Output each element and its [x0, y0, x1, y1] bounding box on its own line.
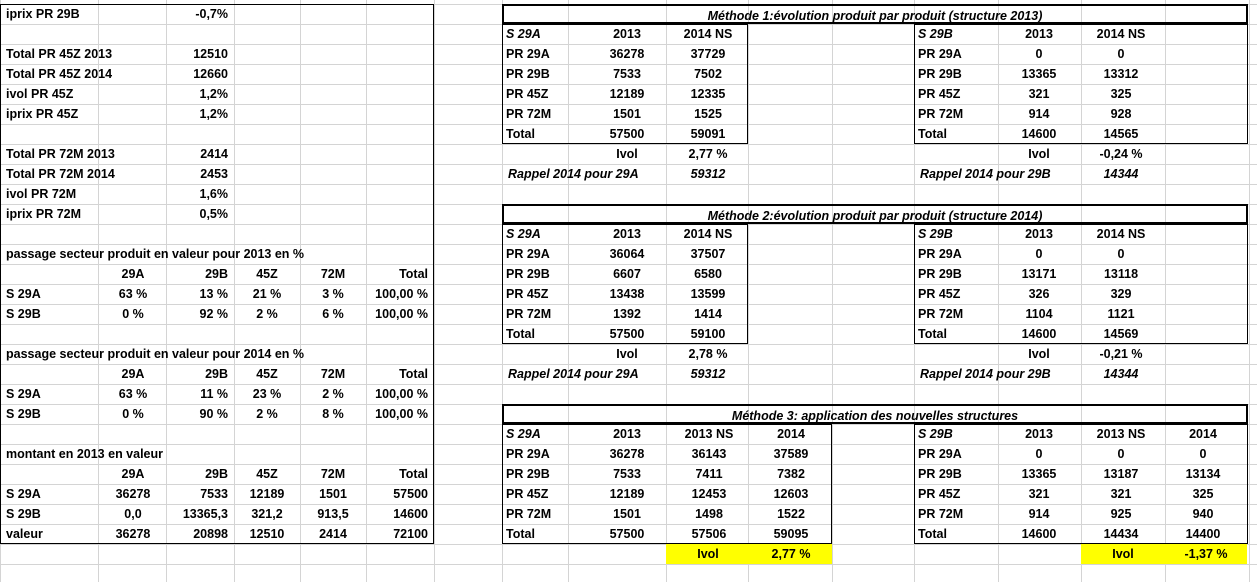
value-cell[interactable]: 7411 [695, 467, 723, 481]
value-cell[interactable]: 0 % [122, 407, 144, 421]
value-cell[interactable]: 14600 [1021, 127, 1057, 141]
ivol-label[interactable]: Ivol [1028, 147, 1050, 161]
row-label-cell[interactable]: Total PR 72M 2013 [6, 147, 115, 161]
header-cell[interactable]: 2013 [1025, 27, 1053, 41]
row-label-cell[interactable]: Total [918, 127, 947, 141]
value-cell[interactable]: 13 % [199, 287, 228, 301]
value-cell[interactable]: 13365,3 [182, 507, 228, 521]
row-label-cell[interactable]: PR 72M [918, 307, 964, 321]
value-cell[interactable]: 72M [320, 367, 346, 381]
header-cell[interactable]: S 29B [918, 27, 953, 41]
value-cell[interactable]: 12335 [690, 87, 726, 101]
value-cell[interactable]: 12603 [773, 487, 809, 501]
value-cell[interactable]: 13118 [1103, 267, 1139, 281]
ivol-value[interactable]: 2,77 % [771, 547, 811, 561]
row-label-cell[interactable]: PR 29A [506, 447, 550, 461]
value-cell[interactable]: 7533 [613, 467, 641, 481]
row-label-cell[interactable]: PR 72M [918, 507, 964, 521]
header-cell[interactable]: 2014 NS [683, 27, 733, 41]
value-cell[interactable]: 2414 [200, 147, 228, 161]
value-cell[interactable]: 37589 [773, 447, 809, 461]
value-cell[interactable]: 1,6% [199, 187, 228, 201]
row-label-cell[interactable]: PR 45Z [506, 287, 549, 301]
value-cell[interactable]: 0,5% [199, 207, 228, 221]
row-label-cell[interactable]: passage secteur produit en valeur pour 2013 en % [6, 247, 305, 261]
value-cell[interactable]: 13312 [1103, 67, 1139, 81]
row-label-cell[interactable]: PR 29B [506, 467, 550, 481]
value-cell[interactable]: 29A [121, 367, 145, 381]
value-cell[interactable]: 36278 [609, 47, 645, 61]
value-cell[interactable]: 8 % [322, 407, 344, 421]
value-cell[interactable]: 29B [205, 267, 228, 281]
header-cell[interactable]: 2013 [1025, 427, 1053, 441]
value-cell[interactable]: 12453 [691, 487, 727, 501]
value-cell[interactable]: 92 % [199, 307, 228, 321]
value-cell[interactable]: 321 [1028, 87, 1050, 101]
header-cell[interactable]: 2013 NS [1096, 427, 1146, 441]
value-cell[interactable]: 13171 [1021, 267, 1057, 281]
rappel-label[interactable]: Rappel 2014 pour 29A [508, 367, 639, 381]
row-label-cell[interactable]: passage secteur produit en valeur pour 2014 en % [6, 347, 305, 361]
value-cell[interactable]: 57500 [393, 487, 428, 501]
value-cell[interactable]: 14600 [1021, 327, 1057, 341]
value-cell[interactable]: 59100 [690, 327, 726, 341]
value-cell[interactable]: 37507 [690, 247, 726, 261]
value-cell[interactable]: 59095 [773, 527, 809, 541]
value-cell[interactable]: 12510 [249, 527, 285, 541]
header-cell[interactable]: 2013 [613, 227, 641, 241]
value-cell[interactable]: 914 [1028, 507, 1050, 521]
value-cell[interactable]: 20898 [193, 527, 228, 541]
value-cell[interactable]: 913,5 [317, 507, 349, 521]
value-cell[interactable]: -0,7% [195, 7, 228, 21]
value-cell[interactable]: 36278 [115, 487, 151, 501]
value-cell[interactable]: 12189 [609, 87, 645, 101]
value-cell[interactable]: 29A [121, 267, 145, 281]
row-label-cell[interactable]: PR 29A [918, 47, 962, 61]
value-cell[interactable]: 29B [205, 467, 228, 481]
ivol-value[interactable]: 2,78 % [688, 347, 728, 361]
value-cell[interactable]: Total [399, 367, 428, 381]
ivol-label[interactable]: Ivol [616, 147, 638, 161]
row-label-cell[interactable]: Total [918, 527, 947, 541]
row-label-cell[interactable]: S 29A [6, 487, 41, 501]
value-cell[interactable]: 325 [1192, 487, 1214, 501]
value-cell[interactable]: 1501 [319, 487, 347, 501]
row-label-cell[interactable]: PR 45Z [506, 87, 549, 101]
value-cell[interactable]: 7382 [777, 467, 805, 481]
header-cell[interactable]: S 29B [918, 427, 953, 441]
value-cell[interactable]: 100,00 % [375, 287, 428, 301]
value-cell[interactable]: 45Z [256, 367, 278, 381]
value-cell[interactable]: 29B [205, 367, 228, 381]
header-cell[interactable]: S 29A [506, 227, 541, 241]
value-cell[interactable]: 7533 [613, 67, 641, 81]
value-cell[interactable]: 12189 [609, 487, 645, 501]
value-cell[interactable]: 11 % [200, 387, 228, 401]
value-cell[interactable]: 57506 [691, 527, 727, 541]
row-label-cell[interactable]: PR 29B [918, 467, 962, 481]
header-cell[interactable]: S 29A [506, 427, 541, 441]
value-cell[interactable]: 925 [1110, 507, 1132, 521]
value-cell[interactable]: 1,2% [199, 87, 228, 101]
value-cell[interactable]: 57500 [609, 327, 645, 341]
value-cell[interactable]: 29A [121, 467, 145, 481]
value-cell[interactable]: 23 % [252, 387, 282, 401]
header-cell[interactable]: 2014 [777, 427, 805, 441]
ivol-label[interactable]: Ivol [697, 547, 719, 561]
value-cell[interactable]: 1414 [694, 307, 722, 321]
value-cell[interactable]: 1525 [694, 107, 722, 121]
ivol-value[interactable]: -0,21 % [1099, 347, 1143, 361]
value-cell[interactable]: 36143 [691, 447, 727, 461]
value-cell[interactable]: 914 [1028, 107, 1050, 121]
value-cell[interactable]: 14565 [1103, 127, 1139, 141]
value-cell[interactable]: Total [399, 467, 428, 481]
value-cell[interactable]: 0,0 [124, 507, 142, 521]
value-cell[interactable]: 36278 [115, 527, 151, 541]
ivol-value[interactable]: 2,77 % [688, 147, 728, 161]
value-cell[interactable]: 36064 [609, 247, 645, 261]
row-label-cell[interactable]: valeur [6, 527, 43, 541]
row-label-cell[interactable]: PR 29B [918, 67, 962, 81]
row-label-cell[interactable]: S 29B [6, 507, 41, 521]
row-label-cell[interactable]: Total [506, 327, 535, 341]
value-cell[interactable]: 6 % [322, 307, 344, 321]
row-label-cell[interactable]: PR 29A [918, 247, 962, 261]
value-cell[interactable]: 57500 [609, 527, 645, 541]
value-cell[interactable]: 6580 [694, 267, 722, 281]
value-cell[interactable]: 100,00 % [375, 307, 428, 321]
value-cell[interactable]: 7533 [200, 487, 228, 501]
value-cell[interactable]: 7502 [694, 67, 722, 81]
value-cell[interactable]: 325 [1110, 87, 1132, 101]
header-cell[interactable]: 2014 NS [1096, 27, 1146, 41]
value-cell[interactable]: 100,00 % [375, 387, 428, 401]
value-cell[interactable]: 1501 [613, 107, 641, 121]
value-cell[interactable]: 1104 [1025, 307, 1053, 321]
header-cell[interactable]: 2014 NS [683, 227, 733, 241]
value-cell[interactable]: 2453 [200, 167, 228, 181]
row-label-cell[interactable]: iprix PR 29B [6, 7, 80, 21]
row-label-cell[interactable]: Total [506, 527, 535, 541]
value-cell[interactable]: 940 [1192, 507, 1214, 521]
row-label-cell[interactable]: iprix PR 72M [6, 207, 82, 221]
row-label-cell[interactable]: S 29B [6, 407, 41, 421]
value-cell[interactable]: 14434 [1103, 527, 1139, 541]
row-label-cell[interactable]: PR 29B [506, 67, 550, 81]
header-cell[interactable]: 2014 NS [1096, 227, 1146, 241]
methode3-title[interactable]: Méthode 3: application des nouvelles structures [502, 404, 1248, 424]
ivol-label[interactable]: Ivol [1112, 547, 1134, 561]
value-cell[interactable]: 0 % [122, 307, 144, 321]
value-cell[interactable]: 72100 [393, 527, 428, 541]
methode1-title[interactable]: Méthode 1:évolution produit par produit (structure 2013) [502, 4, 1248, 24]
methode2-title[interactable]: Méthode 2:évolution produit par produit (structure 2014) [502, 204, 1248, 224]
value-cell[interactable]: 14400 [1185, 527, 1221, 541]
value-cell[interactable]: 1522 [777, 507, 805, 521]
header-cell[interactable]: S 29A [506, 27, 541, 41]
rappel-label[interactable]: Rappel 2014 pour 29B [920, 367, 1051, 381]
row-label-cell[interactable]: PR 29A [918, 447, 962, 461]
header-cell[interactable]: 2013 [1025, 227, 1053, 241]
value-cell[interactable]: 6607 [613, 267, 641, 281]
row-label-cell[interactable]: S 29A [6, 287, 41, 301]
row-label-cell[interactable]: Total PR 45Z 2013 [6, 47, 113, 61]
header-cell[interactable]: 2013 [613, 27, 641, 41]
value-cell[interactable]: 72M [320, 467, 346, 481]
value-cell[interactable]: 1501 [613, 507, 641, 521]
value-cell[interactable]: 13365 [1021, 467, 1057, 481]
value-cell[interactable]: 57500 [609, 127, 645, 141]
value-cell[interactable]: 45Z [256, 267, 278, 281]
row-label-cell[interactable]: PR 72M [506, 107, 552, 121]
value-cell[interactable]: 2 % [256, 407, 278, 421]
value-cell[interactable]: 1,2% [199, 107, 228, 121]
value-cell[interactable]: 13438 [609, 287, 645, 301]
value-cell[interactable]: 0 [1035, 447, 1043, 461]
value-cell[interactable]: 37729 [690, 47, 726, 61]
value-cell[interactable]: 329 [1110, 287, 1132, 301]
row-label-cell[interactable]: PR 29B [506, 267, 550, 281]
value-cell[interactable]: 321 [1110, 487, 1132, 501]
value-cell[interactable]: 45Z [256, 467, 278, 481]
rappel-label[interactable]: Rappel 2014 pour 29B [920, 167, 1051, 181]
value-cell[interactable]: 1392 [613, 307, 641, 321]
ivol-label[interactable]: Ivol [1028, 347, 1050, 361]
row-label-cell[interactable]: Total [918, 327, 947, 341]
value-cell[interactable]: Total [399, 267, 428, 281]
header-cell[interactable]: 2013 NS [684, 427, 734, 441]
row-label-cell[interactable]: PR 29A [506, 247, 550, 261]
value-cell[interactable]: 1498 [695, 507, 723, 521]
value-cell[interactable]: 13134 [1185, 467, 1221, 481]
value-cell[interactable]: 12510 [193, 47, 228, 61]
value-cell[interactable]: 59091 [690, 127, 726, 141]
value-cell[interactable]: 100,00 % [375, 407, 428, 421]
value-cell[interactable]: 12660 [193, 67, 228, 81]
value-cell[interactable]: 72M [320, 267, 346, 281]
value-cell[interactable]: 2 % [322, 387, 344, 401]
ivol-label[interactable]: Ivol [616, 347, 638, 361]
row-label-cell[interactable]: PR 45Z [918, 87, 961, 101]
row-label-cell[interactable]: ivol PR 45Z [6, 87, 74, 101]
value-cell[interactable]: 36278 [609, 447, 645, 461]
value-cell[interactable]: 13599 [690, 287, 726, 301]
value-cell[interactable]: 0 [1117, 47, 1125, 61]
value-cell[interactable]: 90 % [199, 407, 228, 421]
value-cell[interactable]: 63 % [118, 387, 148, 401]
row-label-cell[interactable]: Total PR 45Z 2014 [6, 67, 113, 81]
ivol-value[interactable]: -0,24 % [1099, 147, 1143, 161]
value-cell[interactable]: 0 [1035, 247, 1043, 261]
header-cell[interactable]: 2013 [613, 427, 641, 441]
header-cell[interactable]: S 29B [918, 227, 953, 241]
row-label-cell[interactable]: PR 72M [506, 307, 552, 321]
rappel-value[interactable]: 59312 [690, 367, 726, 381]
row-label-cell[interactable]: iprix PR 45Z [6, 107, 79, 121]
row-label-cell[interactable]: PR 29A [506, 47, 550, 61]
value-cell[interactable]: 14600 [1021, 527, 1057, 541]
value-cell[interactable]: 13365 [1021, 67, 1057, 81]
value-cell[interactable]: 321,2 [251, 507, 283, 521]
value-cell[interactable]: 0 [1117, 447, 1125, 461]
value-cell[interactable]: 12189 [249, 487, 285, 501]
value-cell[interactable]: 14569 [1103, 327, 1139, 341]
row-label-cell[interactable]: PR 45Z [506, 487, 549, 501]
rappel-value[interactable]: 14344 [1103, 167, 1139, 181]
value-cell[interactable]: 0 [1199, 447, 1207, 461]
row-label-cell[interactable]: S 29B [6, 307, 41, 321]
row-label-cell[interactable]: S 29A [6, 387, 41, 401]
row-label-cell[interactable]: PR 45Z [918, 487, 961, 501]
value-cell[interactable]: 21 % [252, 287, 282, 301]
header-cell[interactable]: 2014 [1189, 427, 1217, 441]
value-cell[interactable]: 928 [1110, 107, 1132, 121]
row-label-cell[interactable]: Total PR 72M 2014 [6, 167, 115, 181]
row-label-cell[interactable]: PR 45Z [918, 287, 961, 301]
value-cell[interactable]: 3 % [322, 287, 344, 301]
rappel-label[interactable]: Rappel 2014 pour 29A [508, 167, 639, 181]
value-cell[interactable]: 0 [1117, 247, 1125, 261]
row-label-cell[interactable]: PR 29B [918, 267, 962, 281]
row-label-cell[interactable]: PR 72M [918, 107, 964, 121]
rappel-value[interactable]: 59312 [690, 167, 726, 181]
value-cell[interactable]: 2414 [319, 527, 347, 541]
value-cell[interactable]: 2 % [256, 307, 278, 321]
value-cell[interactable]: 13187 [1103, 467, 1139, 481]
row-label-cell[interactable]: montant en 2013 en valeur [6, 447, 164, 461]
value-cell[interactable]: 14600 [393, 507, 428, 521]
value-cell[interactable]: 0 [1035, 47, 1043, 61]
row-label-cell[interactable]: Total [506, 127, 535, 141]
value-cell[interactable]: 321 [1028, 487, 1050, 501]
value-cell[interactable]: 63 % [118, 287, 148, 301]
ivol-value[interactable]: -1,37 % [1184, 547, 1228, 561]
rappel-value[interactable]: 14344 [1103, 367, 1139, 381]
row-label-cell[interactable]: ivol PR 72M [6, 187, 77, 201]
value-cell[interactable]: 1121 [1107, 307, 1135, 321]
value-cell[interactable]: 326 [1028, 287, 1050, 301]
row-label-cell[interactable]: PR 72M [506, 507, 552, 521]
